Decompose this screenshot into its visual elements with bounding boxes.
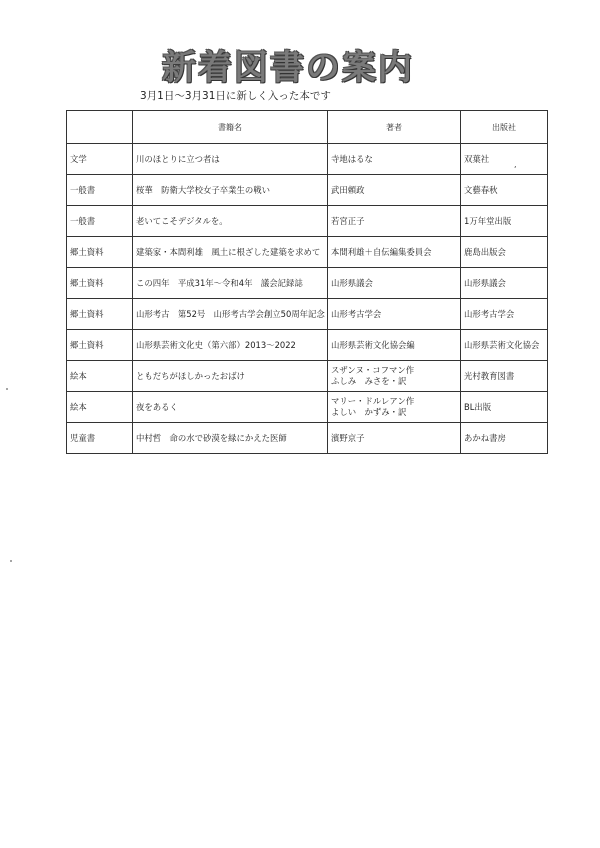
publisher-cell: 山形県議会 xyxy=(461,268,548,299)
author-line: よしい かずみ・訳 xyxy=(331,407,407,417)
book-title-cell: 老いてこそデジタルを。 xyxy=(133,206,328,237)
book-title-cell: 山形県芸術文化史（第六部）2013～2022 xyxy=(133,330,328,361)
scan-speck xyxy=(6,388,8,390)
author-cell xyxy=(328,423,461,454)
book-title-cell: この四年 平成31年～令和4年 議会記録誌 xyxy=(133,268,328,299)
publisher-cell: 山形考古学会 xyxy=(461,299,548,330)
table-row xyxy=(67,423,548,454)
header-category xyxy=(67,111,133,144)
book-title-cell: 桜華 防衛大学校女子卒業生の戦い xyxy=(133,175,328,206)
publisher-cell: BL出版 xyxy=(461,392,548,423)
category-cell: 郷土資料 xyxy=(67,299,133,330)
publisher-cell: 鹿島出版会 xyxy=(461,237,548,268)
author-line: 山形考古学会 xyxy=(331,309,382,319)
category-cell: 児童書 xyxy=(67,423,133,454)
table-row xyxy=(67,299,548,330)
table-row xyxy=(67,144,548,175)
book-title-cell: 建築家・本間利雄 風土に根ざした建築を求めて xyxy=(133,237,328,268)
page-title: 新着図書の案内 xyxy=(162,48,414,88)
table-row xyxy=(67,206,548,237)
category-cell: 郷土資料 xyxy=(67,268,133,299)
author-line: 本間利雄＋自伝編集委員会 xyxy=(331,247,432,257)
author-cell xyxy=(328,299,461,330)
author-cell xyxy=(328,330,461,361)
author-cell xyxy=(328,144,461,175)
publisher-cell: 山形県芸術文化協会 xyxy=(461,330,548,361)
book-title-cell: ともだちがほしかったおばけ xyxy=(133,361,328,392)
publisher-cell: 1万年堂出版 xyxy=(461,206,548,237)
author-line: 濱野京子 xyxy=(331,433,365,443)
stray-mark: , xyxy=(514,160,517,169)
author-cell xyxy=(328,361,461,392)
header-publisher: 出版社 xyxy=(461,111,548,144)
category-cell: 絵本 xyxy=(67,392,133,423)
book-title-cell: 夜をあるく xyxy=(133,392,328,423)
publisher-cell: 双葉社 xyxy=(461,144,548,175)
category-cell: 一般書 xyxy=(67,175,133,206)
author-line: マリー・ドルレアン作 xyxy=(331,396,415,406)
table-row xyxy=(67,330,548,361)
author-line: 若宮正子 xyxy=(331,216,365,226)
table-row xyxy=(67,175,548,206)
publisher-cell: 光村教育図書 xyxy=(461,361,548,392)
book-title-cell: 中村哲 命の水で砂漠を緑にかえた医師 xyxy=(133,423,328,454)
table-row xyxy=(67,237,548,268)
category-cell: 文学 xyxy=(67,144,133,175)
scan-speck xyxy=(10,560,12,562)
author-cell xyxy=(328,237,461,268)
author-line: 山形県議会 xyxy=(331,278,373,288)
new-books-table xyxy=(66,110,548,454)
author-cell xyxy=(328,206,461,237)
table-header-row xyxy=(67,111,548,144)
author-cell xyxy=(328,392,461,423)
category-cell: 一般書 xyxy=(67,206,133,237)
table-row xyxy=(67,268,548,299)
author-line: スザンヌ・コフマン作 xyxy=(331,365,415,375)
author-line: 山形県芸術文化協会編 xyxy=(331,340,415,350)
category-cell: 郷土資料 xyxy=(67,330,133,361)
author-cell xyxy=(328,268,461,299)
book-title-cell: 山形考古 第52号 山形考古学会創立50周年記念 xyxy=(133,299,328,330)
subtitle: 3月1日～3月31日に新しく入った本です xyxy=(140,90,331,102)
table-row xyxy=(67,392,548,423)
header-book-title: 書籍名 xyxy=(133,111,328,144)
header-author: 著者 xyxy=(328,111,461,144)
book-title-cell: 川のほとりに立つ者は xyxy=(133,144,328,175)
author-line: ふしみ みさを・訳 xyxy=(331,376,407,386)
author-cell xyxy=(328,175,461,206)
publisher-cell: 文藝春秋 xyxy=(461,175,548,206)
category-cell: 郷土資料 xyxy=(67,237,133,268)
author-line: 寺地はるな xyxy=(331,154,373,164)
table-row xyxy=(67,361,548,392)
category-cell: 絵本 xyxy=(67,361,133,392)
author-line: 武田頼政 xyxy=(331,185,365,195)
publisher-cell: あかね書房 xyxy=(461,423,548,454)
